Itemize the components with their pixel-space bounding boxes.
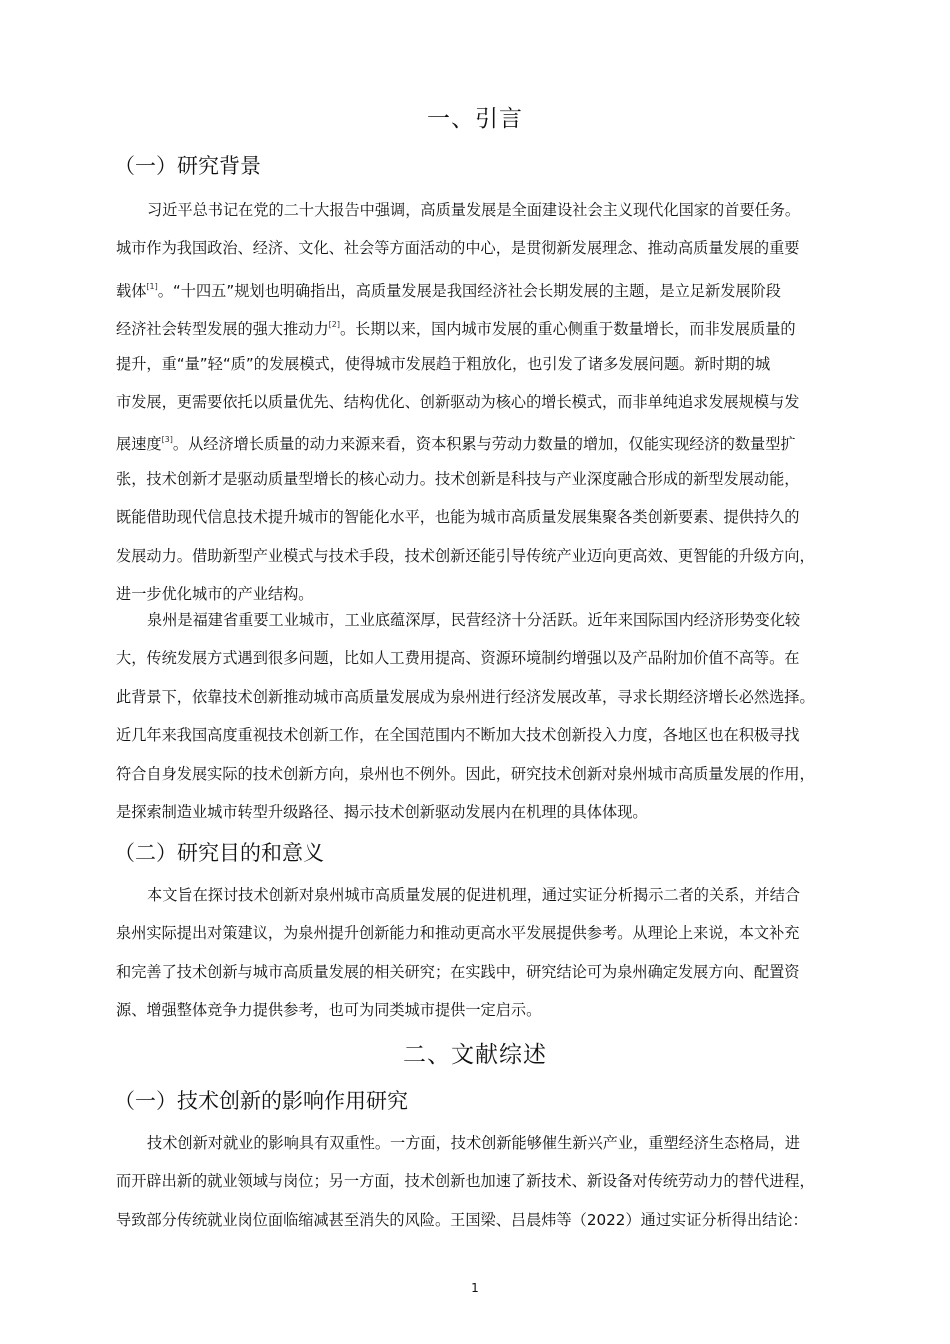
text-line: 是探索制造业城市转型升级路径、揭示技术创新驱动发展内在机理的具体体现。	[116, 802, 648, 821]
text-line: 泉州是福建省重要工业城市，工业底蕴深厚，民营经济十分活跃。近年来国际国内经济形势变化较	[147, 611, 801, 629]
text-line: 提升，重“量”轻“质”的发展模式，使得城市发展趋于粗放化，也引发了诸多发展问题。新时期的城	[116, 354, 771, 373]
section-heading-review: 二、文献综述	[403, 1042, 547, 1068]
text-line: 习近平总书记在党的二十大报告中强调，高质量发展是全面建设社会主义现代化国家的首要任务。	[147, 201, 801, 219]
text-line: 和完善了技术创新与城市高质量发展的相关研究；在实践中，研究结论可为泉州确定发展方向、配置资	[116, 962, 800, 981]
text-line: 进一步优化城市的产业结构。	[116, 584, 314, 603]
text-line: 而开辟出新的就业领域与岗位；另一方面，技术创新也加速了新技术、新设备对传统劳动力的替代进程，	[116, 1172, 815, 1191]
subsection-heading-impact: （一）技术创新的影响作用研究	[114, 1089, 408, 1113]
citation-ref-2[interactable]: [2]	[328, 320, 340, 330]
text-line: 源、增强整体竞争力提供参考，也可为同类城市提供一定启示。	[116, 1001, 542, 1020]
text-line: 载体[1]。“十四五”规划也明确指出，高质量发展是我国经济社会长期发展的主题，是立足新发展阶段	[116, 281, 781, 300]
section-heading-intro: 一、引言	[427, 106, 523, 132]
text-line: 本文旨在探讨技术创新对泉州城市高质量发展的促进机理，通过实证分析揭示二者的关系，并结合	[147, 886, 801, 904]
paragraph-purpose	[116, 876, 860, 1030]
text-line: 泉州实际提出对策建议，为泉州提升创新能力和推动更高水平发展提供参考。从理论上来说，本文补充	[116, 924, 800, 943]
citation-ref-3[interactable]: [3]	[161, 435, 173, 445]
subsection-heading-purpose: （二）研究目的和意义	[114, 841, 324, 865]
text-line: 展速度[3]。从经济增长质量的动力来源来看，资本积累与劳动力数量的增加，仅能实现经济的数量型扩	[116, 435, 796, 454]
text-line: 近几年来我国高度重视技术创新工作，在全国范围内不断加大技术创新投入力度，各地区也在积极寻找	[116, 726, 800, 745]
paragraph-impact	[116, 1124, 860, 1239]
text-line: 既能借助现代信息技术提升城市的智能化水平，也能为城市高质量发展集聚各类创新要素、提供持久的	[116, 508, 800, 527]
page-number: 1	[471, 1281, 479, 1295]
text-line: 导致部分传统就业岗位面临缩减甚至消失的风险。王国梁、吕晨炜等（2022）通过实证分析得出结论：	[116, 1210, 808, 1229]
text-line: 经济社会转型发展的强大推动力[2]。长期以来，国内城市发展的重心侧重于数量增长，而非发展质量的	[116, 320, 796, 339]
text-line: 大，传统发展方式遇到很多问题，比如人工费用提高、资源环境制约增强以及产品附加价值不高等。在	[116, 649, 800, 668]
text-line: 城市作为我国政治、经济、文化、社会等方面活动的中心，是贯彻新发展理念、推动高质量发展的重要	[116, 239, 800, 258]
text-line: 张，技术创新才是驱动质量型增长的核心动力。技术创新是科技与产业深度融合形成的新型发展动能，	[116, 469, 800, 488]
subsection-heading-background: （一）研究背景	[114, 154, 261, 178]
text-line: 符合自身发展实际的技术创新方向，泉州也不例外。因此，研究技术创新对泉州城市高质量发展的作用，	[116, 764, 815, 783]
text-line: 市发展，更需要依托以质量优先、结构优化、创新驱动为核心的增长模式，而非单纯追求发展规模与发	[116, 392, 800, 411]
text-line: 此背景下，依靠技术创新推动城市高质量发展成为泉州进行经济发展改革，寻求长期经济增长必然选择。	[116, 687, 815, 706]
paragraph-background-1	[116, 191, 860, 613]
citation-ref-1[interactable]: [1]	[146, 281, 158, 291]
paragraph-background-2	[116, 601, 860, 831]
text-line: 技术创新对就业的影响具有双重性。一方面，技术创新能够催生新兴产业，重塑经济生态格局，进	[147, 1134, 801, 1152]
text-line: 发展动力。借助新型产业模式与技术手段，技术创新还能引导传统产业迈向更高效、更智能的升级方向，	[116, 546, 815, 565]
